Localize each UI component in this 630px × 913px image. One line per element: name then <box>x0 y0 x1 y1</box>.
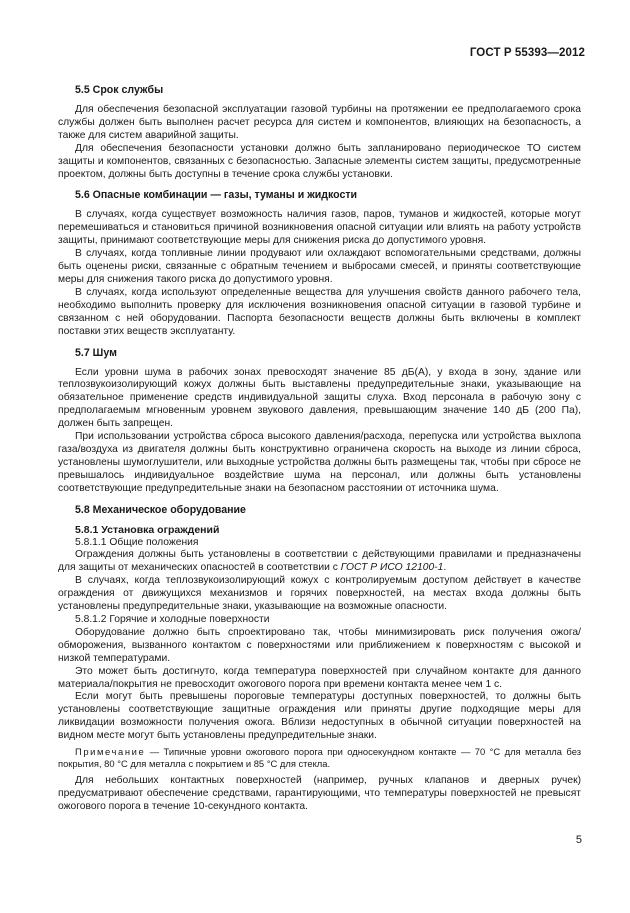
paragraph-text: Ограждения должны быть установлены в соответствии с действующими правилами и предназначены для защиты от механических опасностей в соответствии с <box>58 549 581 574</box>
page-number: 5 <box>575 834 582 846</box>
paragraph <box>58 549 581 575</box>
paragraph: При использовании устройства сброса высокого давления/расхода, перепуска или устройства выхлопа газа/воздуха из двигателя должны быть конструктивно ограничена скорость на выходе из линии сброса, установлены шумоглушители, или выходные устройства должны быть размещены так, чтобы при сбросе не превышалось индивидуальное воздействие шума на персонал, или должны быть установлены соответствующие предупредительные знаки на безопасном расстоянии от источника шума. <box>58 431 581 494</box>
paragraph: В случаях, когда используют определенные вещества для улучшения свойств данного рабочего тела, необходимо выполнить проверку для исключения возникновения опасной ситуации в газовой турбине и связанном с ней оборудовании. Паспорта безопасности веществ должны быть включены в комплект поставки этих веществ эксплуатанту. <box>58 286 581 337</box>
paragraph: Для обеспечения безопасности установки должно быть запланировано периодическое ТО систем защиты и компонентов, связанных с безопасностью. Запасные элементы систем защиты, предусмотренные проектом, должны быть доступны в течение срока службы установки. <box>58 142 581 180</box>
paragraph: Для обеспечения безопасной эксплуатации газовой турбины на протяжении ее предполагаемого срока службы должен быть выполнен расчет ресурса для систем и компонентов, влияющих на безопасность, а также для систем аварийной защиты. <box>58 104 581 141</box>
paragraph: Если уровни шума в рабочих зонах превосходят значение 85 дБ(А), у входа в зону, здание или теплозвукоизолирующий кожух должны быть выставлены предупредительные знаки, указывающие на обязательное применение средств индивидуальной защиты слуха. Вход персонала в рабочую зону с предполагаемым мгновенным уровнем звукового давления, превышающим значение 140 дБ (200 Па), должен быть запрещен. <box>58 366 581 430</box>
paragraph: Это может быть достигнуто, когда температура поверхностей при случайном контакте для данного материала/покрытия не превосходит ожогового порога при времени контакта менее чем 1 с. <box>58 665 581 690</box>
standard-reference: ГОСТ Р ИСО 12100-1 <box>340 562 444 574</box>
paragraph: Для небольших контактных поверхностей (например, ручных клапанов и дверных ручек) предусматривают обеспечение средствами, гарантирующими, что температуры поверхностей не превысят ожогового порога в течение 10-секундного контакта. <box>58 774 581 812</box>
paragraph: В случаях, когда существует возможность наличия газов, паров, туманов и жидкостей, которые могут перемешиваться и становиться причиной возникновения опасной ситуации или влиять на работу устройств защиты, принимают соответствующие меры для снижения риска до допустимого уровня. <box>58 209 581 247</box>
note-text: — Типичные уровни ожогового порога при односекундном контакте — 70 °С для металла без покрытия, 80 °С для металла с покрытием и 85 °С для стекла. <box>58 746 581 770</box>
paragraph-text: . <box>443 562 447 574</box>
section-heading-5-6: 5.6 Опасные комбинации — газы, туманы и жидкости <box>75 189 358 202</box>
section-heading-5-7: 5.7 Шум <box>75 346 117 359</box>
section-heading-5-5: 5.5 Срок службы <box>75 84 164 96</box>
section-heading-5-8: 5.8 Механическое оборудование <box>75 503 246 516</box>
paragraph: Если могут быть превышены пороговые температуры доступных поверхностей, то должны быть установлены соответствующие защитные ограждения или приняты другие подходящие меры для ликвидации возможности получения ожога. Вблизи недоступных в обычной ситуации поверхностей на видном месте могут быть установлены предупредительные знаки. <box>58 691 581 742</box>
note-label: Примечание <box>75 746 146 758</box>
paragraph: Оборудование должно быть спроектировано так, чтобы минимизировать риск получения ожога/обморожения, вызванного контактом с поверхностями или приближением к поверхностям с высокой и низкой температурами. <box>58 626 581 664</box>
paragraph: В случаях, когда топливные линии продувают или охлаждают вспомогательными средствами, должны быть оценены риски, связанные с обратным течением и выбросами смесей, и приняты соответствующие меры для снижения такого риска до допустимого уровня. <box>58 248 581 285</box>
clause-heading-5-8-1-1: 5.8.1.1 Общие положения <box>75 536 199 548</box>
document-header: ГОСТ Р 55393—2012 <box>469 47 585 59</box>
paragraph: В случаях, когда теплозвукоизолирующий кожух с контролируемым доступом действует в качестве ограждения от движущихся механизмов и горячих поверхностей, на местах входа должны быть установлены предупредительные знаки, указывающие на возможные опасности. <box>58 575 581 613</box>
clause-heading-5-8-1-2: 5.8.1.2 Горячие и холодные поверхности <box>75 614 270 625</box>
note <box>58 746 581 771</box>
subsection-heading-5-8-1: 5.8.1 Установка ограждений <box>75 523 220 536</box>
document-body <box>58 76 581 814</box>
